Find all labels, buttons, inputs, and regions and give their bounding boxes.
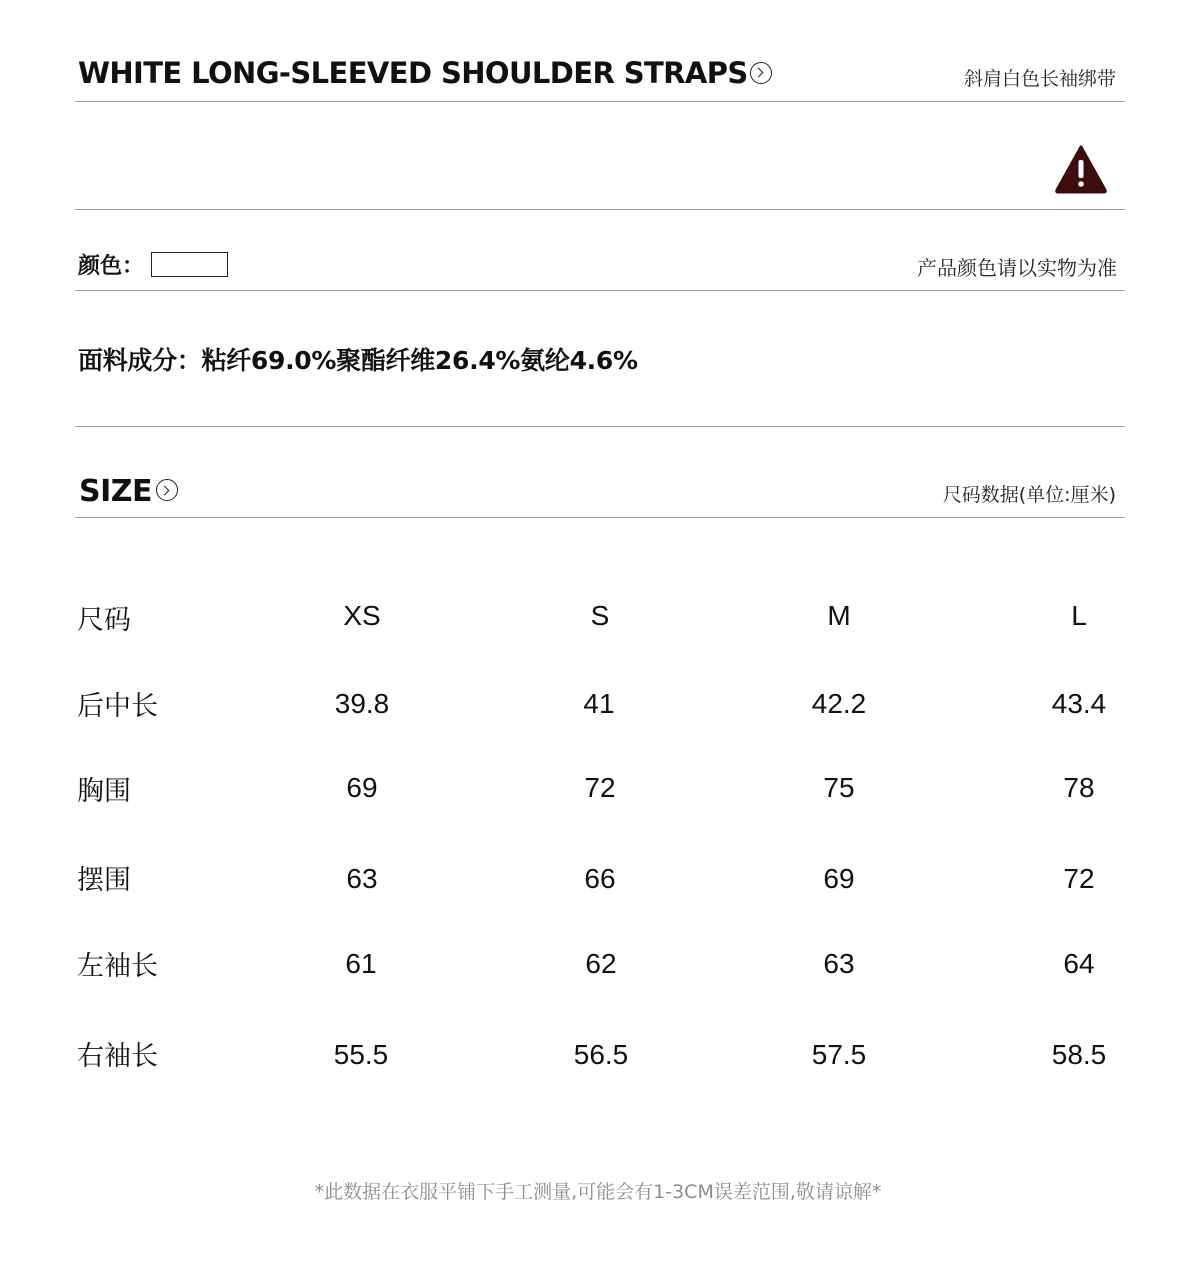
table-cell: 69 [346, 772, 378, 803]
table-cell: 72 [1063, 863, 1095, 894]
fabric-composition: 面料成分：粘纤69.0%聚酯纤维26.4%氨纶4.6% [78, 346, 638, 375]
table-cell: 56.5 [573, 1039, 629, 1070]
size-unit-note: 尺码数据(单位:厘米) [942, 484, 1116, 506]
size-header-cell: M [827, 600, 851, 631]
product-title-cn: 斜肩白色长袖绑带 [963, 68, 1116, 90]
size-title-text: SIZE [79, 474, 153, 509]
product-title-text: WHITE LONG-SLEEVED SHOULDER STRAPS [78, 56, 748, 90]
table-cell: 72 [584, 772, 616, 803]
table-cell: 55.5 [333, 1039, 389, 1070]
table-cell: 42.2 [811, 688, 867, 719]
color-label: 颜色： [78, 254, 145, 279]
divider [75, 426, 1125, 427]
size-section-title [79, 474, 178, 509]
table-cell: 41 [583, 688, 615, 719]
color-swatch [151, 252, 228, 277]
table-row-label: 后中长 [77, 691, 158, 722]
table-cell: 75 [823, 772, 855, 803]
table-row-label: 摆围 [77, 865, 131, 896]
table-row-label: 胸围 [77, 776, 131, 807]
table-cell: 61 [345, 948, 377, 979]
table-cell: 62 [585, 948, 617, 979]
divider [75, 517, 1125, 518]
size-header-cell: XS [343, 600, 381, 631]
table-cell: 58.5 [1051, 1039, 1107, 1070]
table-row-label: 右袖长 [77, 1041, 158, 1072]
table-cell: 69 [823, 863, 855, 894]
circle-chevron-right-icon [750, 62, 772, 84]
table-cell: 63 [346, 863, 378, 894]
table-cell: 66 [584, 863, 616, 894]
table-cell: 43.4 [1051, 688, 1107, 719]
size-header-cell: S [590, 600, 610, 631]
divider [75, 101, 1125, 102]
divider [75, 209, 1125, 210]
table-cell: 64 [1063, 948, 1095, 979]
size-header-cell: L [1071, 600, 1087, 631]
measurement-footnote: *此数据在衣服平铺下手工测量,可能会有1-3CM误差范围,敬请谅解* [314, 1181, 882, 1203]
circle-chevron-right-icon [156, 479, 178, 501]
table-cell: 63 [823, 948, 855, 979]
table-cell: 78 [1063, 772, 1095, 803]
table-cell: 57.5 [811, 1039, 867, 1070]
table-row-label: 左袖长 [77, 951, 158, 982]
divider [75, 290, 1125, 291]
table-cell: 39.8 [334, 688, 390, 719]
product-title [78, 56, 772, 90]
size-header-label: 尺码 [77, 605, 131, 636]
color-note: 产品颜色请以实物为准 [917, 256, 1117, 280]
warning-triangle-icon [1054, 144, 1108, 194]
